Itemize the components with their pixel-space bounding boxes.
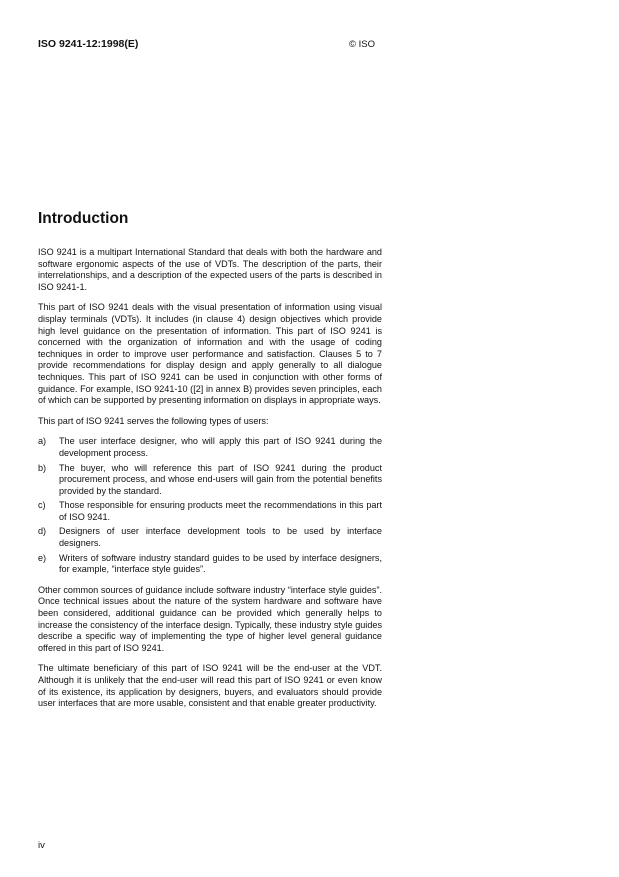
list-item <box>38 526 382 549</box>
paragraph: The ultimate beneficiary of this part of ISO 9241 will be the end-user at the VDT. Although it is unlikely that the end-user will read this part of ISO 9241 or even know of its existence, its application by designers, buyers, and evaluators should provide user interfaces that are more usable, consistent and that enable greater productivity. <box>38 663 382 709</box>
list-item-text: Writers of software industry standard guides to be used by interface designers, for example, “interface style guides”. <box>59 552 382 575</box>
list-item-text: The user interface designer, who will apply this part of ISO 9241 during the development process. <box>59 436 382 458</box>
list-item <box>38 553 382 576</box>
list-item-text: The buyer, who will reference this part of ISO 9241 during the product procurement process, and whose end-users will gain from the potential benefits provided by the standard. <box>59 462 382 496</box>
copyright-notice: © ISO <box>349 39 376 50</box>
body-text <box>38 247 382 719</box>
user-types-list <box>38 436 382 576</box>
paragraph: ISO 9241 is a multipart International Standard that deals with both the hardware and software ergonomic aspects of the use of VDTs. The description of the parts, their interrelationships, and a description of the expected users of the parts is described in ISO 9241-1. <box>38 247 382 292</box>
list-item <box>38 436 382 459</box>
document-id: ISO 9241-12:1998(E) <box>38 38 139 50</box>
page-number: iv <box>38 840 45 851</box>
list-item-text: Those responsible for ensuring products meet the recommendations in this part of ISO 9241. <box>59 500 382 522</box>
section-title: Introduction <box>38 210 129 227</box>
list-marker: a) <box>38 436 47 447</box>
list-marker: e) <box>38 552 47 563</box>
list-marker: c) <box>38 500 46 511</box>
paragraph: This part of ISO 9241 deals with the visual presentation of information using visual display terminals (VDTs). It includes (in clause 4) design objectives which provide high level guidance on the presentation of information. This part of ISO 9241 is concerned with the organization of information and with the usage of coding techniques in order to improve user performance and satisfaction. Clauses 5 to 7 provide recommendations for display design and apply generally to all dialogue techniques. This part of ISO 9241 can be used in conjunction with other forms of guidance. For example, ISO 9241-10 ([2] in annex B) provides seven principles, each of which can be supported by presenting information on displays in appropriate ways. <box>38 302 382 406</box>
paragraph: Other common sources of guidance include software industry “interface style guides”. Once technical issues about the nature of the system hardware and software have been considered, additional guidance can be provided which generally helps to increase the consistency of the interface design. Typically, these industry style guides describe a specific way of implementing the type of higher level general guidance offered in this part of ISO 9241. <box>38 584 382 653</box>
list-item <box>38 500 382 523</box>
list-item-text: Designers of user interface development tools to be used by interface designers. <box>59 526 382 549</box>
list-item <box>38 463 382 498</box>
list-marker: b) <box>38 462 47 473</box>
list-marker: d) <box>38 526 47 537</box>
paragraph: This part of ISO 9241 serves the following types of users: <box>38 415 269 426</box>
